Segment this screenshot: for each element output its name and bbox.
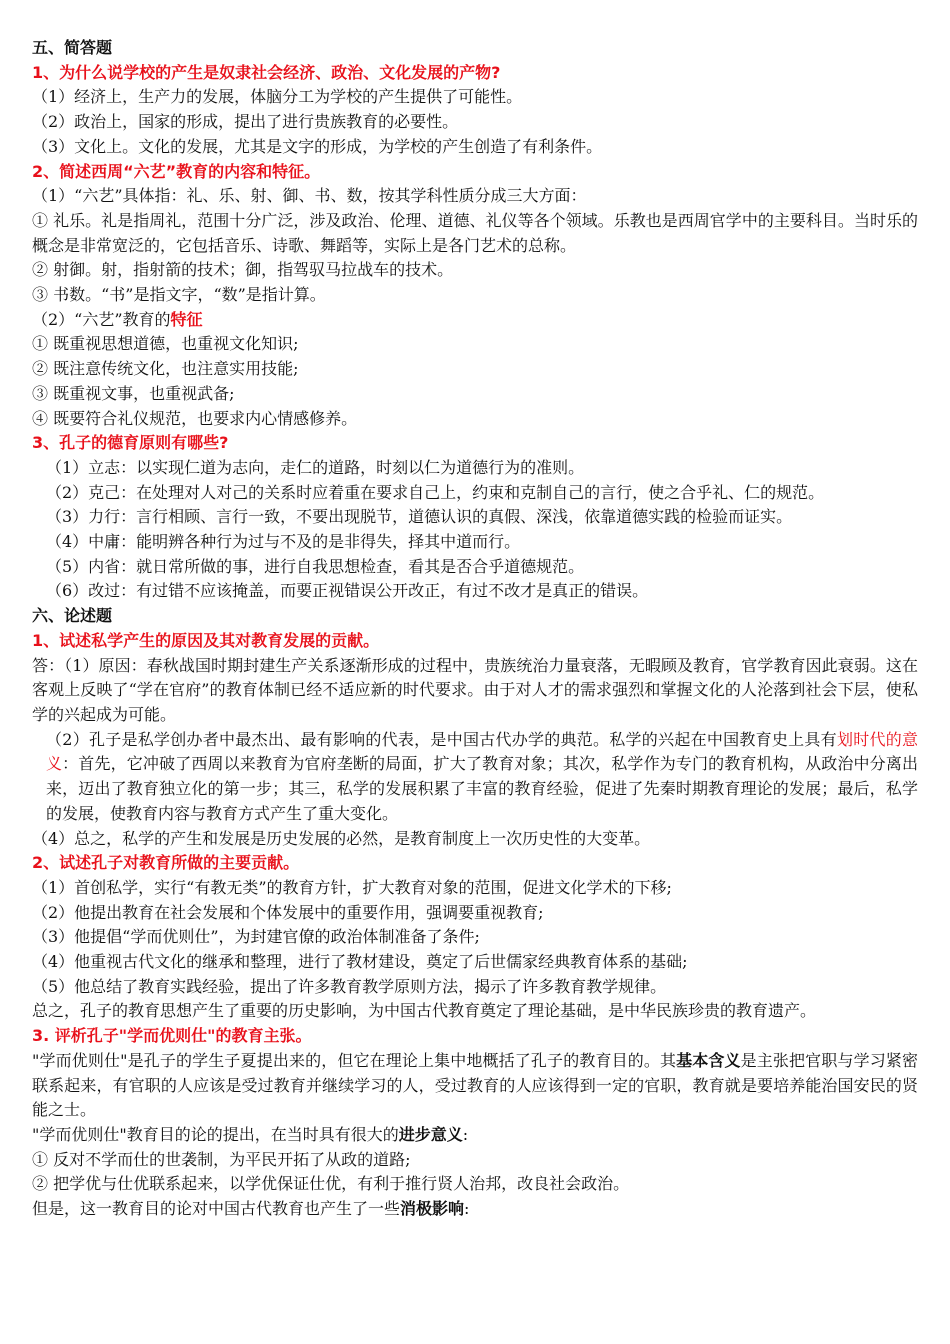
answer-item: ② 射御。射，指射箭的技术；御，指驾驭马拉战车的技术。: [32, 260, 454, 280]
paragraph-text: 但是，这一教育目的论对中国古代教育也产生了一些: [32, 1199, 401, 1219]
bold-text: 基本含义: [676, 1050, 741, 1070]
bold-text: 进步意义: [398, 1124, 463, 1144]
answer-paragraph: 总之，孔子的教育思想产生了重要的历史影响，为中国古代教育奠定了理论基础，是中华民族珍贵的教育遗产。: [32, 1001, 817, 1021]
answer-item: （5）内省：就日常所做的事，进行自我思想检查，看其是否合乎道德规范。: [46, 556, 585, 576]
answer-item: （1）经济上，生产力的发展，体脑分工为学校的产生提供了可能性。: [32, 87, 523, 107]
document-page: [32, 36, 918, 1222]
paragraph-text: 是主张把官职与学习紧密联系起来，有官职的人应该是受过教育并继续学习的人，受过教育的人应该得到一定的官职，教育就是要培养能治国安民的贤能之士。: [32, 1050, 918, 1120]
answer-item: ③ 书数。“书”是指文字，“数”是指计算。: [32, 285, 326, 305]
section-heading-short-answer: 五、简答题: [32, 38, 113, 57]
answer-item: ③ 既重视文事，也重视武备;: [32, 383, 235, 403]
answer-item: [32, 1123, 918, 1148]
answer-item: （3）他提倡“学而优则仕”，为封建官僚的政治体制准备了条件;: [32, 927, 480, 947]
highlight-text: 划时代的意义: [46, 729, 918, 774]
answer-subheading: [32, 308, 918, 333]
answer-item: （6）改过：有过错不应该掩盖，而要正视错误公开改正，有过不改才是真正的错误。: [46, 581, 649, 601]
question-title: 1、为什么说学校的产生是奴隶社会经济、政治、文化发展的产物?: [32, 62, 501, 82]
answer-paragraph: （3）力行：言行相顾、言行一致，不要出现脱节，道德认识的真假、深浅，依靠道德实践的检验而证实。: [46, 507, 793, 527]
answer-paragraph: [32, 728, 918, 827]
answer-item: （4）中庸：能明辨各种行为过与不及的是非得失，择其中道而行。: [46, 532, 521, 552]
answer-item: （1）立志：以实现仁道为志向，走仁的道路，时刻以仁为道德行为的准则。: [46, 457, 585, 477]
answer-item: （4）总之，私学的产生和发展是历史发展的必然，是教育制度上一次历史性的大变革。: [32, 828, 651, 848]
question-title: 2、简述西周“六艺”教育的内容和特征。: [32, 161, 321, 181]
answer-item: ① 既重视思想道德，也重视文化知识;: [32, 334, 299, 354]
answer-item: （1）首创私学，实行“有教无类”的教育方针，扩大教育对象的范围，促进文化学术的下移;: [32, 877, 672, 897]
question-title: 3. 评析孔子"学而优则仕"的教育主张。: [32, 1026, 312, 1046]
paragraph-text: "学而优则仕"是孔子的学生子夏提出来的，但它在理论上集中地概括了孔子的教育目的。其: [32, 1050, 677, 1070]
answer-item: （3）文化上。文化的发展，尤其是文字的形成，为学校的产生创造了有利条件。: [32, 136, 603, 156]
paragraph-text: :: [464, 1199, 470, 1219]
answer-paragraph: 答：（1）原因：春秋战国时期封建生产关系逐渐形成的过程中，贵族统治力量衰落，无暇顾及教育，官学教育因此衰弱。这在客观上反映了“学在官府”的教育体制已经不适应新的时代要求。由于对人才的需求强烈和掌握文化的人沦落到社会下层，使私学的兴起成为可能。: [32, 655, 918, 724]
question-title: 1、试述私学产生的原因及其对教育发展的贡献。: [32, 630, 380, 650]
question-title: 2、试述孔子对教育所做的主要贡献。: [32, 853, 300, 873]
answer-item: ② 既注意传统文化，也注意实用技能;: [32, 359, 299, 379]
answer-item: （4）他重视古代文化的继承和整理，进行了教材建设，奠定了后世儒家经典教育体系的基础;: [32, 952, 688, 972]
answer-item: （1）“六艺”具体指：礼、乐、射、御、书、数，按其学科性质分成三大方面：: [32, 186, 587, 206]
section-heading-essay: 六、论述题: [32, 606, 113, 626]
answer-paragraph: [32, 1049, 918, 1123]
answer-item: ② 把学优与仕优联系起来，以学优保证仕优，有利于推行贤人治邦，改良社会政治。: [32, 1174, 630, 1194]
paragraph-text: :: [462, 1124, 469, 1144]
answer-item: （2）政治上，国家的形成，提出了进行贵族教育的必要性。: [32, 112, 459, 132]
answer-paragraph: ① 礼乐。礼是指周礼，范围十分广泛，涉及政治、伦理、道德、礼仪等各个领域。乐教也是西周官学中的主要科目。当时乐的概念是非常宽泛的，它包括音乐、诗歌、舞蹈等，实际上是各门艺术的总称。: [32, 210, 918, 255]
answer-item: （2）他提出教育在社会发展和个体发展中的重要作用，强调要重视教育;: [32, 902, 544, 922]
answer-item: [32, 1197, 918, 1222]
subheading-text: （2）“六艺”教育的: [32, 309, 171, 329]
paragraph-text: （2）孔子是私学创办者中最杰出、最有影响的代表，是中国古代办学的典范。私学的兴起在中国教育史上具有: [46, 729, 837, 749]
question-title: 3、孔子的德育原则有哪些?: [32, 433, 229, 453]
answer-item: ① 反对不学而仕的世袭制，为平民开拓了从政的道路;: [32, 1149, 411, 1169]
paragraph-text: ：首先，它冲破了西周以来教育为官府垄断的局面，扩大了教育对象；其次，私学作为专门的教育机构，从政治中分离出来，迈出了教育独立化的第一步；其三，私学的发展积累了丰富的教育经验，促进了先秦时期教育理论的发展；最后，私学的发展，使教育内容与教育方式产生了重大变化。: [46, 754, 918, 823]
bold-text: 消极影响: [400, 1199, 465, 1219]
answer-item: （5）他总结了教育实践经验，提出了许多教育教学原则方法，揭示了许多教育教学规律。: [32, 976, 667, 996]
answer-paragraph: （2）克己：在处理对人对己的关系时应着重在要求自己上，约束和克制自己的言行，使之合乎礼、仁的规范。: [46, 482, 825, 502]
highlight-text: 特征: [170, 309, 203, 329]
paragraph-text: "学而优则仕"教育目的论的提出，在当时具有很大的: [32, 1124, 399, 1144]
answer-item: ④ 既要符合礼仪规范，也要求内心情感修养。: [32, 408, 358, 428]
